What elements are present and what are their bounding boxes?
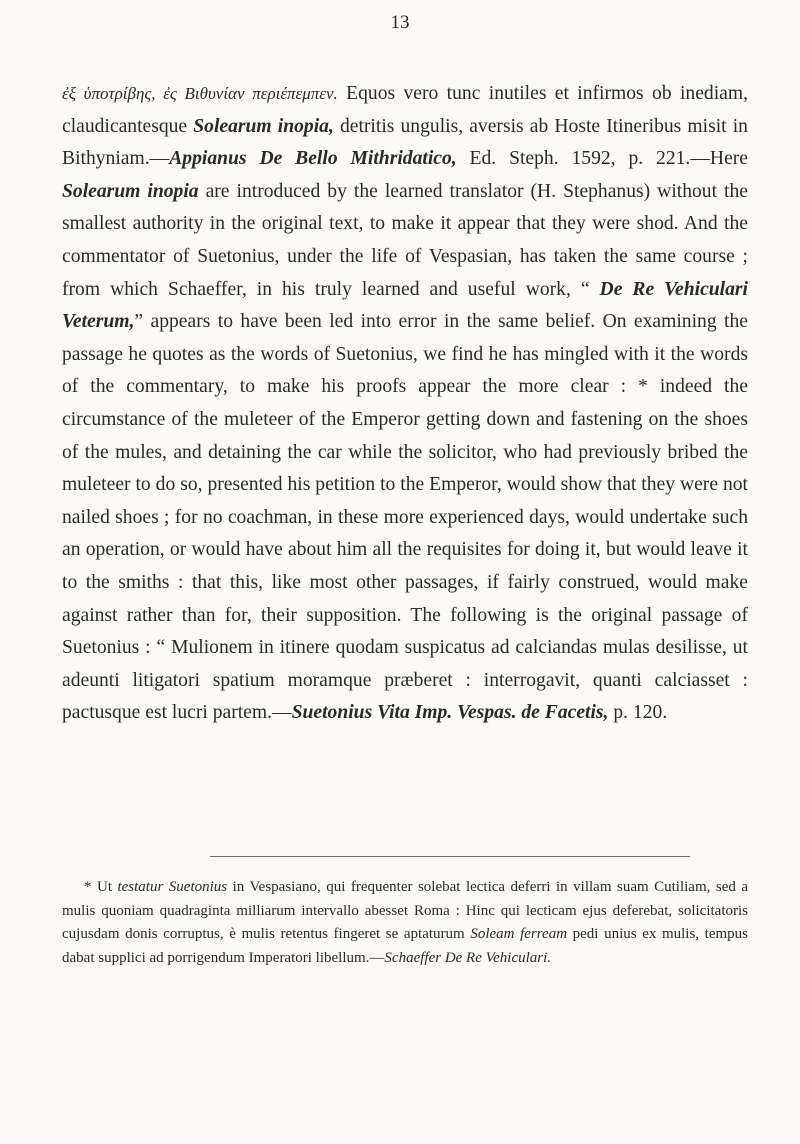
text-run: in Vespasiano, qui frequenter solebat lectica deferri in villam suam Cutiliam, sed a mulis quoniam quadraginta milliarum intervallo abesset Roma : Hinc qui lecticam ejus deferebat, solicitatoris cujusdam donis corruptus, è mulis retentus fingeret se aptaturum bbox=[62, 879, 748, 943]
text-run: detritis ungulis, aversis ab Hoste Itineribus misit in Bithyniam.— bbox=[62, 115, 748, 170]
italic-phrase: Soleam ferream bbox=[470, 926, 568, 943]
text-run: pedi unius ex mulis, tempus dabat supplici ad porrigendum Imperatori libellum.— bbox=[62, 926, 748, 967]
footnote-paragraph bbox=[62, 876, 748, 971]
citation-suetonius: Suetonius Vita Imp. Vespas. de Facetis, bbox=[291, 702, 609, 724]
italic-phrase: testatur Suetonius bbox=[117, 879, 228, 895]
text-run: Equos vero tunc inutiles et infirmos ob inediam, claudicantesque bbox=[62, 83, 748, 137]
italic-phrase: Solearum inopia, bbox=[193, 115, 334, 137]
text-run: are introduced by the learned translator (H. Stephanus) without the smallest authority in the original text, to make it appear that they were shod. And the commentator of Suetonius, under the life of Vespasian, has taken the same course ; from which Schaeffer, in his truly learned and useful work, “ bbox=[62, 180, 748, 300]
main-paragraph bbox=[62, 78, 748, 730]
greek-quotation: ἐξ ὑποτρίβης, ἐς Βιθυνίαν περιέπεμπεν. bbox=[62, 84, 338, 103]
main-text bbox=[62, 78, 748, 730]
text-run: ” appears to have been led into error in the same belief. On examining the passage he quotes as the words of Suetonius, we find he has mingled with it the words of the commentary, to make his proofs appear the more clear : * indeed the circumstance of the muleteer of the Emperor getting down and fastening on the shoes of the mules, and detaining the car while the solicitor, who had previously bribed the muleteer to do so, presented his petition to the Emperor, would show that they were not nailed shoes ; for no coachman, in these more experienced days, would undertake such an operation, or would have about him all the requisites for doing it, but would leave it to the smiths : that this, like most other passages, if fairly construed, would make against rather than for, their supposition. The following is the original passage of Suetonius : “ Mulionem in itinere quodam suspicatus ad calciandas mulas desilisse, ut adeunti litigatori spatium moramque præberet : interrogavit, quanti calciasset : pactusque est lucri partem.— bbox=[62, 311, 748, 724]
footnote bbox=[62, 876, 748, 971]
footnote-citation: Schaeffer De Re Vehiculari. bbox=[384, 950, 552, 967]
italic-phrase: Solearum inopia bbox=[62, 180, 199, 202]
text-run: Ed. Steph. 1592, p. 221.—Here bbox=[456, 148, 748, 170]
page-number: 13 bbox=[390, 12, 410, 33]
text-run: * Ut bbox=[84, 879, 118, 895]
footnote-divider bbox=[210, 856, 690, 857]
citation-schaeffer-title: De Re Vehiculari Veterum, bbox=[62, 278, 748, 333]
text-run: p. 120. bbox=[608, 702, 668, 724]
citation-appianus: Appianus De Bello Mithridatico, bbox=[169, 148, 457, 170]
